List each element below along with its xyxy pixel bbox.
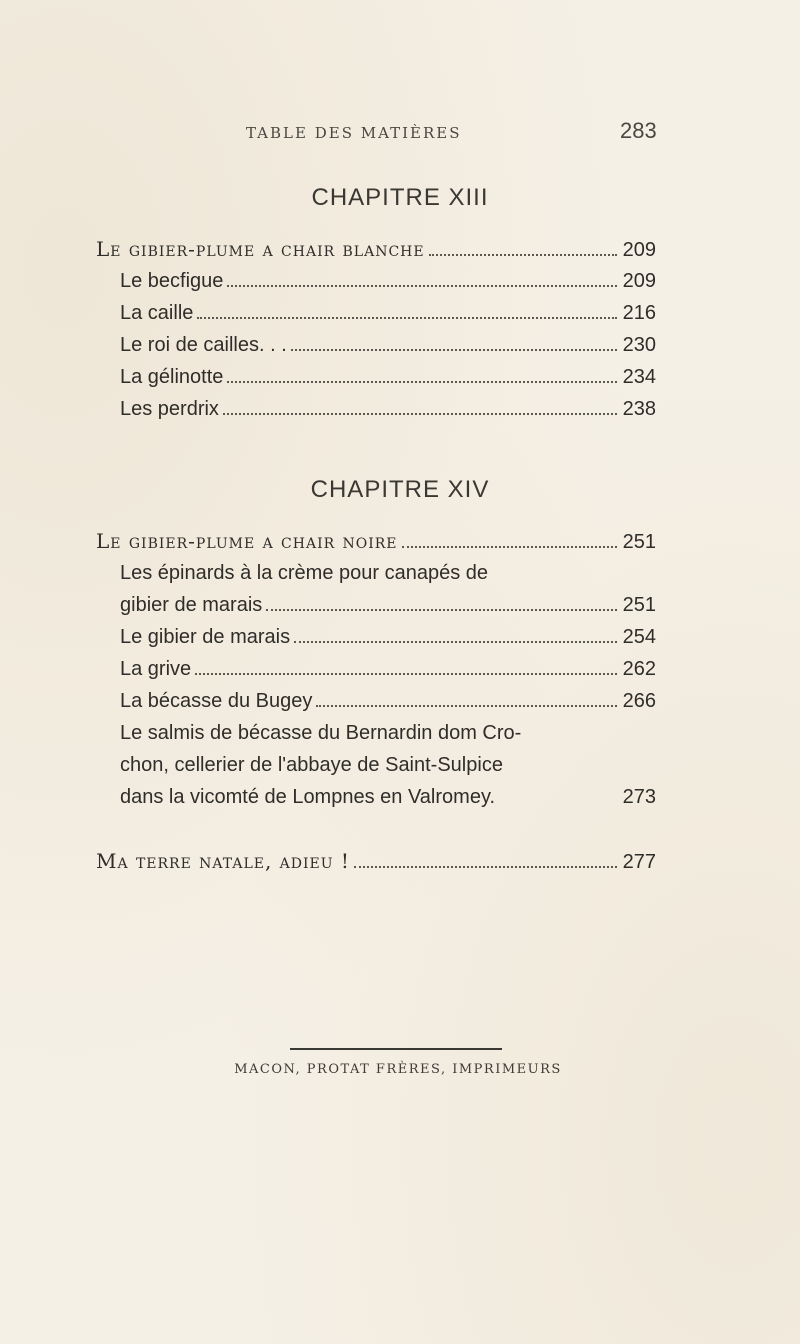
toc-entry[interactable] xyxy=(96,686,656,716)
chapter-title-xiii: CHAPITRE XIII xyxy=(311,184,489,211)
toc-page-number: 273 xyxy=(622,786,656,808)
toc-entry-line[interactable]: Le salmis de bécasse du Bernardin dom Cro- xyxy=(120,722,522,744)
toc-section-terre-natale[interactable] xyxy=(96,846,656,876)
toc-page-number: 277 xyxy=(622,851,656,873)
toc-page-number: 254 xyxy=(622,626,656,648)
toc-page-number: 262 xyxy=(622,658,656,680)
toc-entry[interactable] xyxy=(96,622,656,652)
toc-entry[interactable] xyxy=(96,654,656,684)
leader-dots xyxy=(294,641,617,643)
toc-entry-label: Le roi de cailles. . . xyxy=(120,334,287,356)
toc-section-chair-blanche[interactable] xyxy=(96,234,656,264)
leader-dots xyxy=(195,673,616,675)
toc-page-number: 234 xyxy=(622,366,656,388)
toc-page-number: 251 xyxy=(622,531,656,553)
leader-dots xyxy=(354,866,617,868)
toc-page-number: 230 xyxy=(622,334,656,356)
toc-section-label: Le gibier-plume a chair noire xyxy=(96,529,398,553)
toc-page-number: 266 xyxy=(622,690,656,712)
toc-entry-label: dans la vicomté de Lompnes en Valromey. xyxy=(120,786,496,808)
toc-entry-label: gibier de marais xyxy=(120,594,263,616)
running-head xyxy=(0,118,800,148)
toc-entry[interactable] xyxy=(96,394,656,424)
toc-page-number: 209 xyxy=(622,239,656,261)
toc-entry[interactable] xyxy=(96,782,656,812)
leader-dots xyxy=(197,317,616,319)
leader-dots xyxy=(227,285,616,287)
imprint-text: MACON, PROTAT FRÈRES, IMPRIMEURS xyxy=(234,1062,562,1077)
page-number: 283 xyxy=(620,118,657,143)
running-title: TABLE DES MATIÈRES xyxy=(246,124,462,142)
toc-entry[interactable] xyxy=(96,266,656,296)
toc-section-label: Ma terre natale, adieu ! xyxy=(96,849,350,873)
toc-entry-label: La bécasse du Bugey xyxy=(120,690,313,712)
toc-entry-line[interactable]: chon, cellerier de l'abbaye de Saint-Sulpice xyxy=(120,754,503,776)
leader-dots xyxy=(227,381,616,383)
toc-entry-line[interactable]: Les épinards à la crème pour canapés de xyxy=(120,562,489,584)
toc-entry[interactable] xyxy=(96,298,656,328)
chapter-title-xiv: CHAPITRE XIV xyxy=(310,476,490,503)
toc-entry-label: La grive xyxy=(120,658,192,680)
toc-entry-label: La caille xyxy=(120,302,194,324)
toc-entry[interactable] xyxy=(96,362,656,392)
toc-entry[interactable] xyxy=(96,330,656,360)
toc-page-number: 216 xyxy=(622,302,656,324)
toc-section-chair-noire[interactable] xyxy=(96,526,656,556)
leader-dots xyxy=(316,705,616,707)
toc-page-number: 238 xyxy=(622,398,656,420)
leader-spacer xyxy=(499,801,617,803)
toc-entry[interactable] xyxy=(96,590,656,620)
leader-dots xyxy=(266,609,616,611)
imprint-rule xyxy=(290,1048,502,1050)
imprint xyxy=(0,1048,800,1077)
toc-entry-label: La gélinotte xyxy=(120,366,224,388)
leader-dots xyxy=(429,254,617,256)
toc-section-label: Le gibier-plume a chair blanche xyxy=(96,237,425,261)
toc-entry-label: Le gibier de marais xyxy=(120,626,291,648)
leader-dots xyxy=(223,413,617,415)
leader-dots xyxy=(291,349,617,351)
toc-page-number: 251 xyxy=(622,594,656,616)
toc-entry-label: Les perdrix xyxy=(120,398,219,420)
toc-page-number: 209 xyxy=(622,270,656,292)
toc-entry-label: Le becfigue xyxy=(120,270,224,292)
leader-dots xyxy=(402,546,617,548)
